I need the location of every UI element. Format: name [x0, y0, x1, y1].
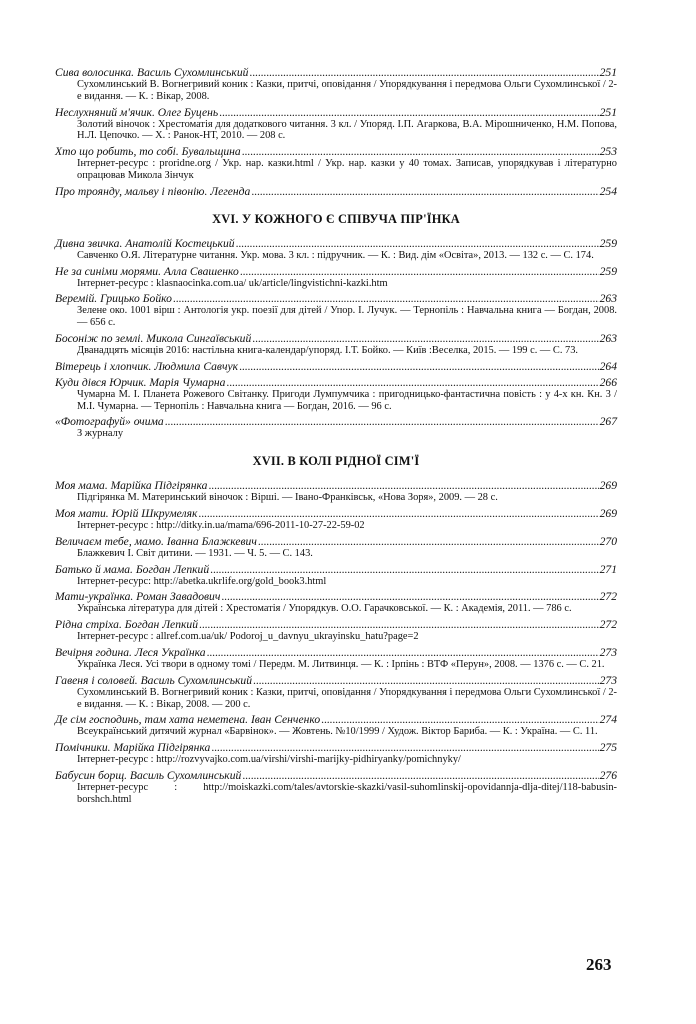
dot-leader — [208, 479, 598, 492]
entry-source: З журналу — [77, 428, 124, 440]
toc-entry — [55, 185, 617, 198]
toc-entry-head — [55, 265, 617, 278]
dot-leader — [242, 145, 599, 158]
dot-leader — [249, 66, 598, 79]
entry-source: Чумарна М. І. Планета Рожевого Свiтанку. Пригоди Лумпумчика : пригодницько-фантастична повість : у 4-х кн. Кн. 3 / М.І. Чумарна. — Тернопіль : Навчальна книга — Богдан, 2016. — 96 с. — [77, 388, 617, 412]
entry-page-number: 274 — [599, 713, 617, 727]
entry-title: Неслухняний м'ячик. Олег Буцень — [55, 105, 219, 119]
entry-page-number: 251 — [599, 105, 617, 119]
entry-title: Моя мати. Юрій Шкрумеляк — [55, 506, 198, 520]
toc-entry — [55, 237, 617, 262]
toc-entry-head — [55, 292, 617, 305]
toc-entry — [55, 106, 617, 143]
entry-title: Веремій. Грицько Бойко — [55, 292, 172, 306]
toc-entry-head — [55, 741, 617, 754]
contents-page — [55, 66, 617, 809]
entry-source: Українка Леся. Усі твори в одному томі / Передм. М. Литвинця. — К. : Ірпінь : ВТФ «Перун», 2008. — 1376 с. — С. 21. — [77, 658, 605, 670]
entry-title: Вечірня година. Леся Українка — [55, 645, 206, 659]
section-heading-xvii: XVII. В КОЛІ РІДНОЇ СІМ'Ї — [252, 454, 420, 469]
toc-entry — [55, 292, 617, 329]
entry-source: Українська література для дітей : Хрестоматія / Упорядкув. О.О. Гарачковської. — К. : Академія, 2011. — 786 с. — [77, 603, 572, 615]
entry-source: Золотий віночок : Хрестоматія для додаткового читання. 3 кл. / Упоряд. І.П. Агаркова, В.А. Мірошниченко, Н.М. Попова, Н.Л. Цепочко. — Х. : Ранок-НТ, 2010. — 208 с. — [77, 118, 617, 142]
entry-title: Хто що робить, то собі. Бувальщина — [55, 145, 241, 159]
dot-leader — [251, 185, 598, 198]
toc-entry-head — [55, 66, 617, 79]
entry-page-number: 272 — [599, 590, 617, 604]
toc-entry-head — [55, 535, 617, 548]
toc-entry-head — [55, 563, 617, 576]
toc-entry — [55, 563, 617, 588]
entry-page-number: 263 — [599, 292, 617, 306]
entry-page-number: 273 — [599, 673, 617, 687]
dot-leader — [252, 332, 598, 345]
entry-page-number: 259 — [599, 264, 617, 278]
entry-source: Всеукраїнський дитячий журнал «Барвінок». — Жовтень. №10/1999 / Худож. Віктор Бариба. — К. : Україна. — С. 11. — [77, 726, 598, 738]
dot-leader — [165, 415, 599, 428]
entry-page-number: 254 — [599, 184, 617, 198]
dot-leader — [236, 237, 599, 250]
toc-entry — [55, 535, 617, 560]
entry-title: «Фотографуй» очима — [55, 415, 164, 429]
toc-entry-head — [55, 237, 617, 250]
toc-entry — [55, 145, 617, 182]
toc-entry-head — [55, 479, 617, 492]
page-number: 263 — [586, 955, 612, 974]
toc-entry-head — [55, 769, 617, 782]
entry-source: Інтернет-ресурс : http://rozvyvajko.com.ua/virshi/virshi-marijky-pidhiryanky/pomichnyky/ — [77, 754, 461, 766]
toc-entry-head — [55, 145, 617, 158]
toc-entry-head — [55, 674, 617, 687]
entry-source: Інтернет-ресурс : allref.com.ua/uk/ Podoroj_u_davnyu_ukrayinsku_hatu?page=2 — [77, 631, 419, 643]
dot-leader — [219, 106, 598, 119]
entry-page-number: 276 — [599, 768, 617, 782]
toc-entry-head — [55, 376, 617, 389]
entry-title: Про троянду, мальву і півонію. Легенда — [55, 184, 251, 198]
dot-leader — [226, 376, 598, 389]
entry-page-number: 272 — [599, 618, 617, 632]
entry-source: Сухомлинський В. Вогнегривий коник : Казки, притчі, оповідання / Упорядкування і передмова Ольги Сухомлинської / 2-е видання. — К. : Вікар, 2008. — 200 с. — [77, 686, 617, 710]
dot-leader — [207, 646, 599, 659]
entry-title: Сива волосинка. Василь Сухомлинський — [55, 66, 249, 79]
entry-source: Інтернет-ресурс : klasnaocinka.com.ua/ uk/article/lingvistichni-kazki.htm — [77, 277, 388, 289]
entry-title: Мати-українка. Роман Завадович — [55, 590, 221, 604]
entry-page-number: 269 — [599, 479, 617, 493]
toc-entry — [55, 332, 617, 357]
toc-entry-head — [55, 332, 617, 345]
entry-source: Зелене око. 1001 вірш : Антологія укр. поезії для дітей / Упор. І. Лучук. — Тернопіль : Навчальна книга — Богдан, 2008. — 656 с. — [77, 305, 617, 329]
toc-entry — [55, 590, 617, 615]
entry-page-number: 273 — [599, 645, 617, 659]
toc-entry — [55, 265, 617, 290]
entry-source: Блажкевич І. Світ дитини. — 1931. — Ч. 5. — С. 143. — [77, 547, 313, 559]
entry-source: Сухомлинський В. Вогнегривий коник : Казки, притчі, оповідання / Упорядкування і передмова Ольги Сухомлинської / 2-е видання. — К. : Вікар, 2008. — [77, 79, 617, 102]
toc-entry-head — [55, 185, 617, 198]
entry-title: Гавеня і соловей. Василь Сухомлинський — [55, 673, 253, 687]
entry-page-number: 275 — [599, 741, 617, 755]
dot-leader — [239, 360, 599, 373]
toc-entry-head — [55, 415, 617, 428]
toc-entry-head — [55, 507, 617, 520]
toc-entry — [55, 360, 617, 373]
toc-entry — [55, 66, 617, 103]
entry-source: Інтернет-ресурс : proridne.org / Укр. нар. казки.html / Укр. нар. казки у 40 томах. Записав, упорядкував і літературно опрацював Микола Зінчук — [77, 158, 617, 181]
entry-title: Де сім господинь, там хата неметена. Іван Сенченко — [55, 713, 321, 727]
toc-entry-head — [55, 713, 617, 726]
entry-title: Величаєм тебе, мамо. Іванна Блажкевич — [55, 534, 257, 548]
toc-entry-head — [55, 360, 617, 373]
dot-leader — [210, 563, 598, 576]
dot-leader — [321, 713, 598, 726]
toc-entry — [55, 713, 617, 738]
entry-page-number: 253 — [599, 145, 617, 159]
dot-leader — [253, 674, 599, 687]
entry-title: Рідна стріха. Богдан Лепкий — [55, 618, 199, 632]
dot-leader — [198, 507, 598, 520]
dot-leader — [211, 741, 598, 754]
entry-list-b — [55, 237, 617, 440]
toc-entry-head — [55, 106, 617, 119]
entry-title: Вітерець і хлопчик. Людмила Савчук — [55, 359, 239, 373]
toc-entry — [55, 507, 617, 532]
toc-entry — [55, 376, 617, 413]
entry-page-number: 251 — [599, 66, 617, 79]
dot-leader — [221, 590, 598, 603]
dot-leader — [258, 535, 599, 548]
entry-title: Не за синіми морями. Алла Свашенко — [55, 264, 239, 278]
toc-entry-head — [55, 646, 617, 659]
dot-leader — [240, 265, 599, 278]
entry-list-a — [55, 66, 617, 198]
toc-entry — [55, 674, 617, 711]
toc-entry-head — [55, 590, 617, 603]
entry-title: Босоніж по землі. Микола Сингаївський — [55, 331, 252, 345]
toc-entry — [55, 646, 617, 671]
dot-leader — [173, 292, 599, 305]
entry-title: Бабусин борщ. Василь Сухомлинський — [55, 768, 242, 782]
entry-page-number: 263 — [599, 331, 617, 345]
dot-leader — [199, 618, 599, 631]
toc-entry — [55, 618, 617, 643]
entry-source: Інтернет-ресурс : http://ditky.in.ua/mama/696-2011-10-27-22-59-02 — [77, 519, 365, 531]
entry-page-number: 267 — [599, 415, 617, 429]
dot-leader — [242, 769, 598, 782]
toc-entry — [55, 741, 617, 766]
entry-title: Батько й мама. Богдан Лепкий — [55, 562, 210, 576]
toc-entry-head — [55, 618, 617, 631]
entry-source: Савченко О.Я. Літературне читання. Укр. мова. 3 кл. : підручник. — К. : Вид. дім «Освіта», 2013. — 132 с. — С. 174. — [77, 249, 594, 261]
toc-entry — [55, 415, 617, 440]
entry-page-number: 271 — [599, 562, 617, 576]
entry-title: Моя мама. Марійка Підгірянка — [55, 479, 208, 493]
entry-title: Дивна звичка. Анатолій Костецький — [55, 236, 235, 250]
toc-entry — [55, 479, 617, 504]
entry-page-number: 266 — [599, 375, 617, 389]
entry-source: Інтернет-ресурс : http://moiskazki.com/tales/avtorskie-skazki/vasil-suhomlinskij-opovidannja-dlja-ditej/118-babusin-borshch.html — [77, 781, 617, 805]
section-heading-xvi: XVI. У КОЖНОГО Є СПІВУЧА ПІР'ЇНКА — [212, 211, 460, 226]
entry-page-number: 269 — [599, 506, 617, 520]
entry-list-c — [55, 479, 617, 805]
entry-title: Куди дівся Юрчик. Марія Чумарна — [55, 375, 226, 389]
entry-title: Помічники. Марійка Підгірянка — [55, 741, 211, 755]
entry-page-number: 264 — [599, 359, 617, 373]
entry-source: Дванадцять місяців 2016: настільна книга-календар/упоряд. І.Т. Бойко. — Київ :Веселка, 2015. — 199 с. — С. 73. — [77, 344, 579, 356]
entry-page-number: 270 — [599, 534, 617, 548]
entry-source: Підгірянка М. Материнський віночок : Вірші. — Івано-Франківськ, «Нова Зоря», 2009. — 28 с. — [77, 492, 498, 504]
toc-entry — [55, 769, 617, 806]
entry-page-number: 259 — [599, 236, 617, 250]
entry-source: Інтернет-ресурс: http://abetka.ukrlife.org/gold_book3.html — [77, 575, 327, 587]
